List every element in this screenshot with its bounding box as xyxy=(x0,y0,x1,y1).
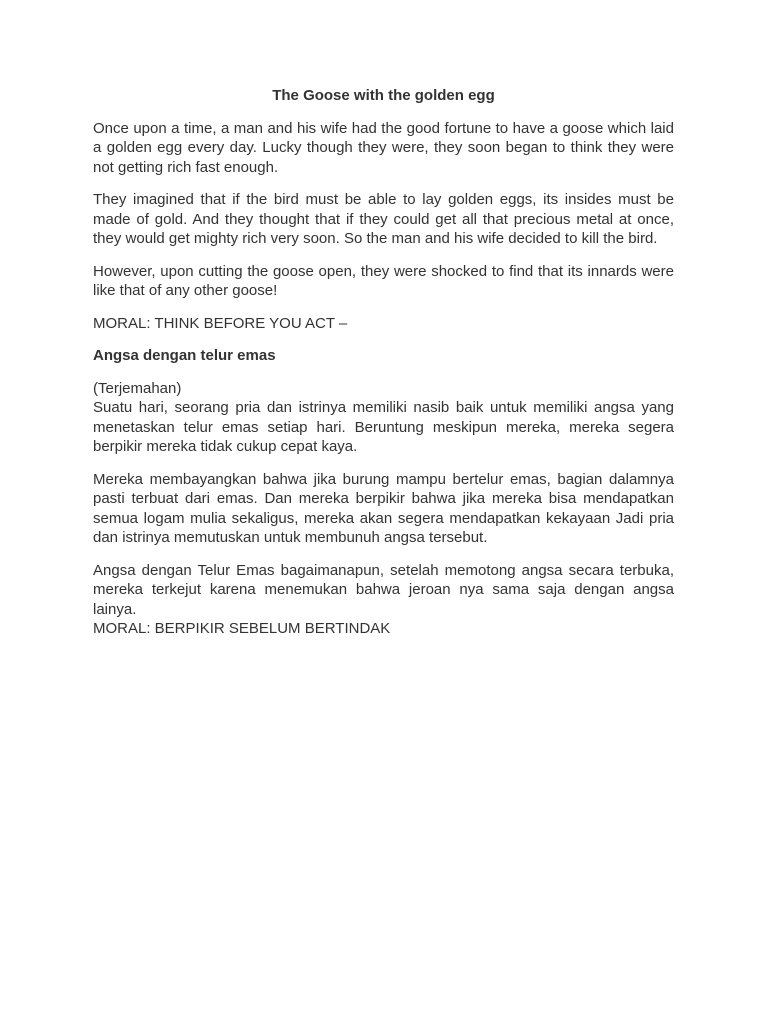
english-paragraph-2: They imagined that if the bird must be able to lay golden eggs, its insides must be made of gold. And they thought that if they could get all that precious metal at once, they would get mighty rich very soon. So the man and his wife decided to kill the bird. xyxy=(93,191,674,247)
indonesian-paragraph-2: Mereka membayangkan bahwa jika burung mampu bertelur emas, bagian dalamnya pasti terbuat dari emas. Dan mereka berpikir bahwa jika mereka bisa mendapatkan semua logam mulia sekaligus, mereka akan segera mendapatkan kekayaan Jadi pria dan istrinya memutuskan untuk membunuh angsa tersebut. xyxy=(93,470,674,546)
document-title: The Goose with the golden egg xyxy=(272,87,495,104)
english-moral: MORAL: THINK BEFORE YOU ACT – xyxy=(93,314,348,332)
indonesian-moral: MORAL: BERPIKIR SEBELUM BERTINDAK xyxy=(93,620,391,637)
english-paragraph-1: Once upon a time, a man and his wife had the good fortune to have a goose which laid a golden egg every day. Lucky though they were, they soon began to think they were not getting rich fast enough. xyxy=(93,119,674,176)
indonesian-heading: Angsa dengan telur emas xyxy=(93,347,276,364)
english-paragraph-3: However, upon cutting the goose open, they were shocked to find that its innards were like that of any other goose! xyxy=(93,262,674,299)
document-page xyxy=(93,86,674,652)
indonesian-paragraph-3: Angsa dengan Telur Emas bagaimanapun, setelah memotong angsa secara terbuka, mereka terkejut karena menemukan bahwa jeroan nya sama saja dengan angsa lainya. xyxy=(93,561,674,618)
translation-label: (Terjemahan) xyxy=(93,379,182,397)
indonesian-paragraph-1: Suatu hari, seorang pria dan istrinya memiliki nasib baik untuk memiliki angsa yang menetaskan telur emas setiap hari. Beruntung meskipun mereka, mereka segera berpikir mereka tidak cukup cepat kaya. xyxy=(93,399,674,455)
indonesian-paragraph-1-block xyxy=(93,379,674,457)
indonesian-paragraph-3-block xyxy=(93,561,674,639)
